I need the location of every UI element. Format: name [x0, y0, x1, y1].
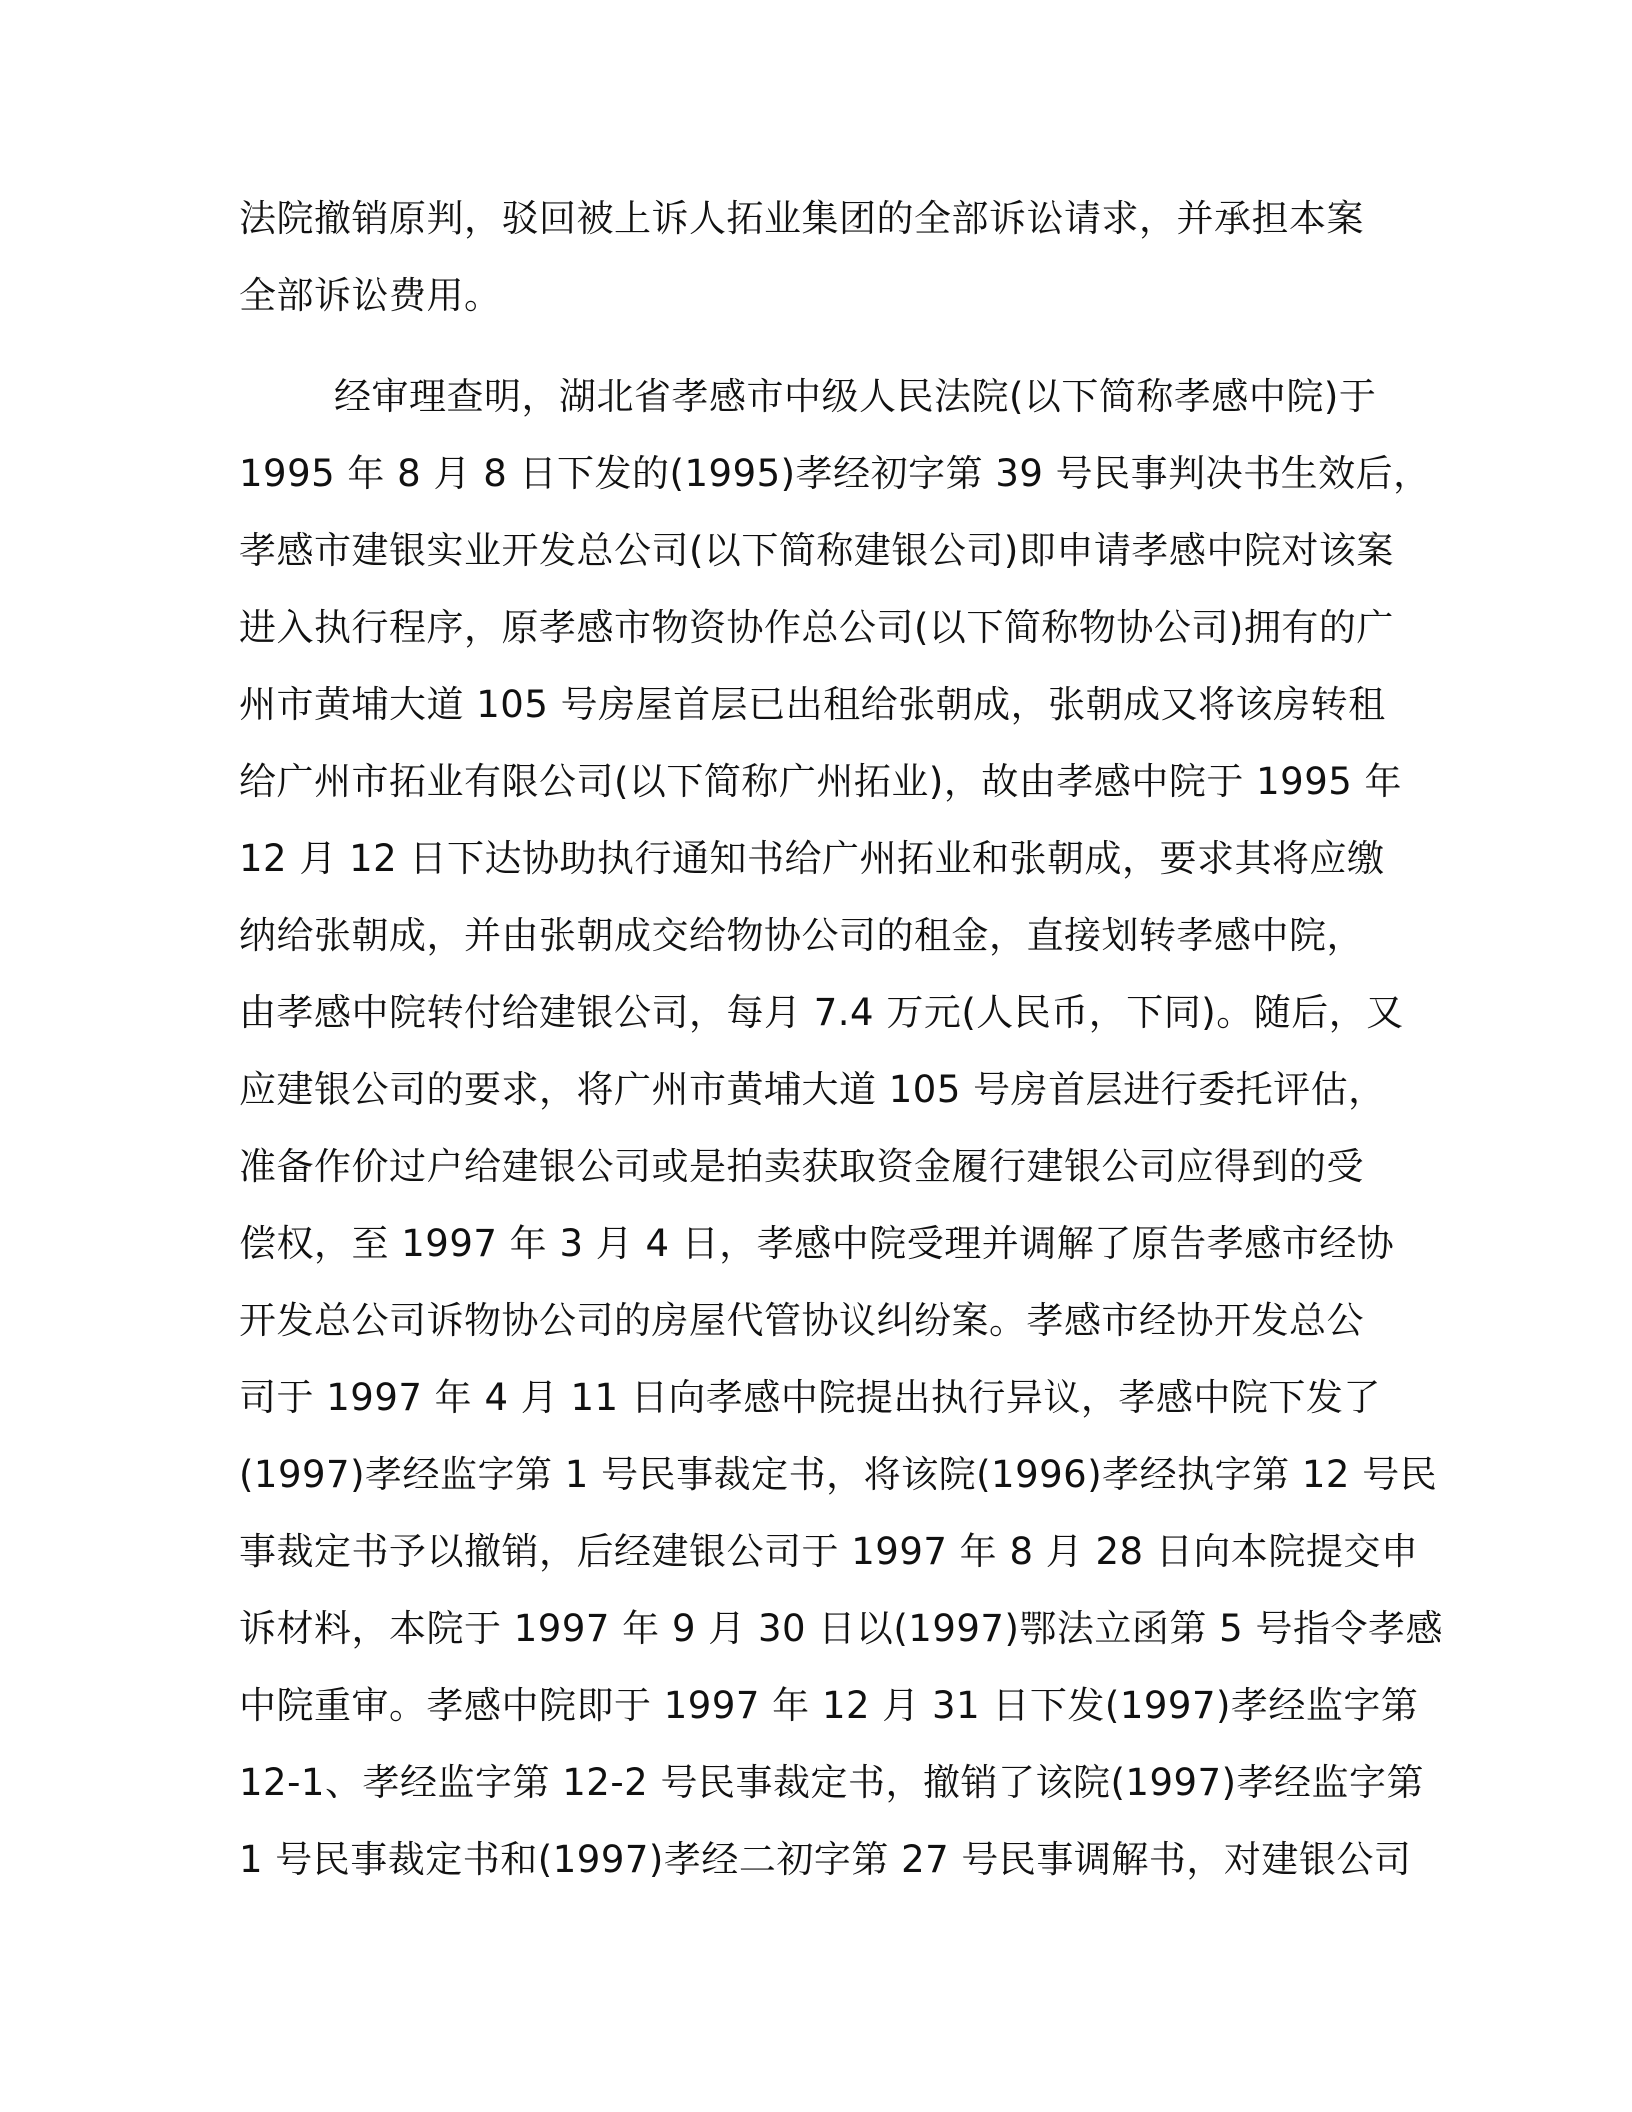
text-line: 12-1、孝经监字第 12-2 号民事裁定书，撤销了该院(1997)孝经监字第 [239, 1761, 1424, 1804]
text-line: 1 号民事裁定书和(1997)孝经二初字第 27 号民事调解书，对建银公司 [239, 1838, 1412, 1881]
text-line: (1997)孝经监字第 1 号民事裁定书，将该院(1996)孝经执字第 12 号民 [239, 1453, 1438, 1496]
text-line: 1995 年 8 月 8 日下发的(1995)孝经初字第 39 号民事判决书生效后， [239, 452, 1431, 495]
text-line: 司于 1997 年 4 月 11 日向孝感中院提出执行异议，孝感中院下发了 [239, 1376, 1381, 1419]
text-line: 中院重审。孝感中院即于 1997 年 12 月 31 日下发(1997)孝经监字第 [239, 1684, 1419, 1727]
text-line: 孝感市建银实业开发总公司(以下简称建银公司)即申请孝感中院对该案 [239, 529, 1394, 572]
text-line: 全部诉讼费用。 [239, 274, 502, 317]
text-line: 应建银公司的要求，将广州市黄埔大道 105 号房首层进行委托评估， [239, 1068, 1386, 1111]
paragraph-conclusion-tail [239, 180, 1399, 334]
text-line: 经审理查明，湖北省孝感市中级人民法院(以下简称孝感中院)于 [334, 375, 1377, 418]
text-line: 纳给张朝成，并由张朝成交给物协公司的租金，直接划转孝感中院， [239, 914, 1364, 957]
text-line: 诉材料，本院于 1997 年 9 月 30 日以(1997)鄂法立函第 5 号指令孝感 [239, 1607, 1443, 1650]
text-line: 州市黄埔大道 105 号房屋首层已出租给张朝成，张朝成又将该房转租 [239, 683, 1386, 726]
text-line: 法院撤销原判，驳回被上诉人拓业集团的全部诉讼请求，并承担本案 [239, 197, 1364, 240]
paragraph-findings [239, 358, 1443, 1898]
text-line: 事裁定书予以撤销，后经建银公司于 1997 年 8 月 28 日向本院提交申 [239, 1530, 1419, 1573]
text-line: 进入执行程序，原孝感市物资协作总公司(以下简称物协公司)拥有的广 [239, 606, 1394, 649]
text-line: 开发总公司诉物协公司的房屋代管协议纠纷案。孝感市经协开发总公 [239, 1299, 1364, 1342]
text-line: 偿权，至 1997 年 3 月 4 日，孝感中院受理并调解了原告孝感市经协 [239, 1222, 1395, 1265]
text-line: 12 月 12 日下达协助执行通知书给广州拓业和张朝成，要求其将应缴 [239, 837, 1385, 880]
text-line: 给广州市拓业有限公司(以下简称广州拓业)，故由孝感中院于 1995 年 [239, 760, 1403, 803]
text-line: 由孝感中院转付给建银公司，每月 7.4 万元(人民币，下同)。随后，又 [239, 991, 1404, 1034]
text-line: 准备作价过户给建银公司或是拍卖获取资金履行建银公司应得到的受 [239, 1145, 1364, 1188]
